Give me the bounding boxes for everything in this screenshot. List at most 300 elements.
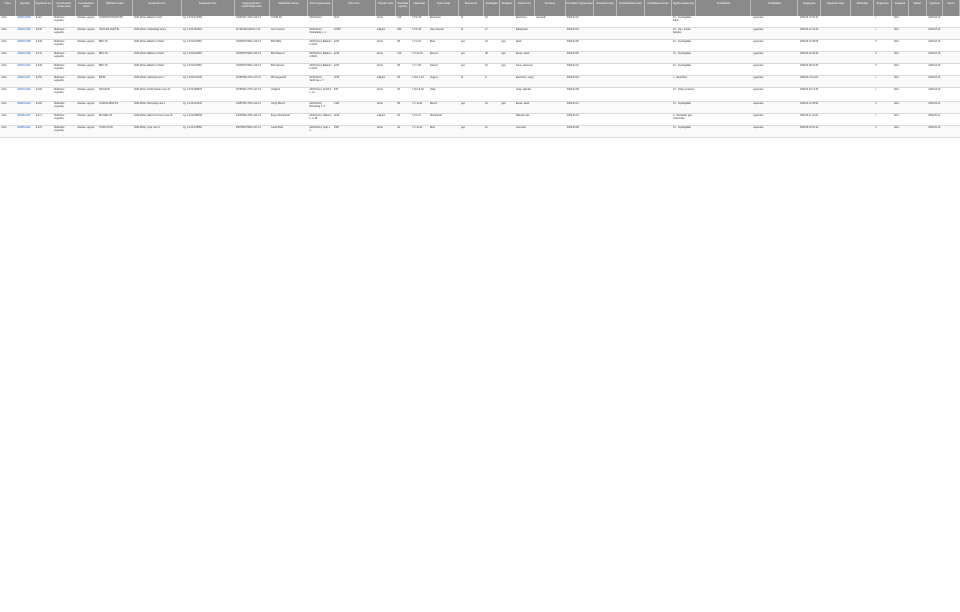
table-cell: 2009.05.11 xyxy=(928,114,941,117)
table-cell: 48 xyxy=(485,52,488,55)
table-cell: Élelmiszer xyxy=(515,16,527,19)
column-header[interactable]: Használat jogcíme xyxy=(396,0,410,16)
table-cell: Működési engedély xyxy=(54,126,65,132)
table-cell: Aktív xyxy=(893,126,899,129)
table-cell: igen xyxy=(460,64,466,67)
table-cell xyxy=(910,102,926,103)
table-cell: 2009.04.24 xyxy=(928,102,941,105)
table-cell: Cg. 13-06-071234 xyxy=(182,76,203,79)
column-header[interactable]: Ügyszám xyxy=(16,0,34,16)
table-cell: 2049 Diósd, Rákóczi F. u. 28. xyxy=(309,114,332,120)
table-cell xyxy=(822,52,851,53)
table-cell: Üzlet xyxy=(1,126,7,129)
table-cell: BRU Kft. xyxy=(99,52,109,55)
table-cell: Cg. 13-09-123456 xyxy=(182,16,203,19)
table-cell[interactable]: 2009/4.0120 xyxy=(17,88,31,91)
table-cell: Üzletben végzett xyxy=(76,64,95,67)
table-cell xyxy=(698,126,751,127)
table-cell: Bisztró xyxy=(429,102,438,105)
table-cell: KONDIPONTEXPORT xyxy=(99,16,124,19)
table-row[interactable] xyxy=(0,76,960,88)
table-cell: 1123 xyxy=(333,16,340,19)
table-cell: Üzlet xyxy=(1,64,7,67)
table-cell: 2049 Diósd xyxy=(309,16,322,19)
table-cell xyxy=(822,64,851,65)
table-cell xyxy=(910,16,926,17)
table-cell: Élelmiszer, vegyi xyxy=(515,76,534,79)
table-cell xyxy=(618,64,645,65)
table-cell[interactable]: 2009/3.0108 xyxy=(17,52,31,55)
table-cell: Működési engedély xyxy=(54,88,65,94)
table-cell: 2009.05.11 16:20 xyxy=(799,114,819,117)
table-cell xyxy=(853,52,873,53)
table-cell[interactable]: 2009/4.0124 xyxy=(17,102,31,105)
column-header[interactable]: Üzlet megnevezése xyxy=(308,0,333,16)
table-cell: 2009.05.04 xyxy=(566,114,579,117)
column-header[interactable]: Működési terület xyxy=(98,0,133,16)
table-cell: Üzletben végzett xyxy=(76,126,95,129)
table-cell xyxy=(536,88,565,89)
table-cell: 12345678-5610-113-13 xyxy=(235,40,261,43)
table-cell xyxy=(910,114,926,115)
table-cell: Cg. 13-06-078654 xyxy=(182,126,203,129)
table-cell: 2009.03.16 09:12 xyxy=(799,52,819,55)
table-cell: 14567892-4791-113-13 xyxy=(235,114,261,117)
table-cell: 1567 xyxy=(333,126,340,129)
table-cell: 13425167-4719-113-13 xyxy=(235,16,261,19)
table-cell xyxy=(853,102,873,103)
table-cell xyxy=(536,114,565,115)
table-cell: 2009.04.24 08:50 xyxy=(799,102,819,105)
table-cell[interactable]: 2009/5.0127 xyxy=(17,114,31,117)
table-cell xyxy=(853,28,873,29)
table-cell: Élelmiszer xyxy=(429,16,441,19)
table-cell: E.149 xyxy=(35,64,42,67)
table-cell xyxy=(822,40,851,41)
table-cell: bejelentés xyxy=(752,102,764,105)
table-cell xyxy=(595,16,615,17)
table-cell: TÜRK-KO Bt. xyxy=(99,126,114,129)
table-cell: H-V 10-23 xyxy=(411,52,423,55)
table-cell: 2009.03.16 xyxy=(928,52,941,55)
table-cell: Kebab Büfé xyxy=(270,126,284,129)
table-cell[interactable]: 2009/3.0102 xyxy=(17,28,31,31)
table-cell xyxy=(501,126,513,127)
table-cell: igen xyxy=(501,52,506,55)
table-cell: I xyxy=(875,28,876,31)
table-cell: 65 xyxy=(397,40,400,43)
table-cell: 12345678-5610-113-13 xyxy=(235,64,261,67)
table-cell: Üzlet xyxy=(1,102,7,105)
table-cell: 2009.04.08 xyxy=(928,64,941,67)
table-row[interactable] xyxy=(0,40,960,52)
table-cell xyxy=(618,126,645,127)
column-header[interactable]: Kereskedő neve xyxy=(133,0,182,16)
table-cell: Webáruház xyxy=(429,114,443,117)
table-cell: 31 - Vendéglátás xyxy=(673,102,691,105)
table-cell xyxy=(822,28,851,29)
table-cell: Kert Centrum xyxy=(270,28,285,31)
table-cell: 2049 Diósd, Gyár utca 4. xyxy=(133,126,161,129)
table-cell: 1876 xyxy=(333,76,340,79)
table-cell: Üzletben végzett xyxy=(76,76,95,79)
table-cell: 2009.03.04 xyxy=(566,28,579,31)
table-cell: 2049 Diósd, Petőfi Sándor utca 12. xyxy=(133,88,171,91)
table-cell: KONDI Kft. xyxy=(270,16,283,19)
table-row[interactable] xyxy=(0,88,960,102)
table-cell xyxy=(646,28,671,29)
column-header[interactable]: Befogadó xyxy=(500,0,514,16)
table-cell: igen xyxy=(501,102,506,105)
table-cell: Üzletben végzett xyxy=(76,102,95,105)
table-cell xyxy=(646,52,671,53)
table-cell xyxy=(853,88,873,89)
table-cell: Cg. 13-09-104567 xyxy=(182,64,203,67)
table-cell: igen xyxy=(460,126,466,129)
table-cell: Aktív xyxy=(893,52,899,55)
table-cell: 2231 xyxy=(333,64,340,67)
table-cell: BRU Büfé xyxy=(270,40,282,43)
table-cell: 31 - Vendéglátás xyxy=(673,126,691,129)
column-header[interactable]: Jövedéki termék xyxy=(594,0,616,16)
table-cell: bejelentés xyxy=(752,64,764,67)
table-cell: II xyxy=(875,64,877,67)
table-cell: 2009.05.18 10:10 xyxy=(799,126,819,129)
table-cell xyxy=(536,40,565,41)
column-header[interactable]: Nyitva tartás xyxy=(429,0,460,16)
table-cell: 11735148-0119-117-13 xyxy=(235,28,261,31)
table-row[interactable] xyxy=(0,102,960,114)
table-cell: Ételek, italok xyxy=(515,102,530,105)
table-cell: Működési engedély xyxy=(54,28,65,34)
table-cell: 2009.03.06 xyxy=(566,52,579,55)
table-cell: BRU Étterem xyxy=(270,52,285,55)
table-cell[interactable]: 2009/5.0131 xyxy=(17,126,31,129)
table-cell xyxy=(910,88,926,89)
table-cell: tulajdon xyxy=(376,114,386,117)
table-cell: 45 xyxy=(397,64,400,67)
table-cell: 2049 Diósd, Szabadság utca 1. xyxy=(133,28,167,31)
table-cell: 2049 Diósd, Balatoni út 62/A. xyxy=(309,40,332,46)
table-cell: Ételek, italok xyxy=(515,52,530,55)
column-header[interactable]: Ügyintéző xyxy=(927,0,943,16)
table-cell: 25678913-5610-117-13 xyxy=(235,126,261,129)
table-cell: Cg. 13-09-098765 xyxy=(182,114,203,117)
table-body xyxy=(0,16,960,138)
table-row[interactable] xyxy=(0,52,960,64)
table-cell: bérlet xyxy=(376,40,383,43)
table-cell: Üzlet xyxy=(1,40,7,43)
column-header[interactable]: Típus xyxy=(0,0,16,16)
table-cell: 2009.04.03 xyxy=(566,76,579,79)
table-cell xyxy=(501,114,513,115)
table-cell: bejelentés xyxy=(752,16,764,19)
table-cell xyxy=(646,16,671,17)
table-cell: Blogel Webáruház xyxy=(270,114,291,117)
table-cell: 2009.03.12 14:20 xyxy=(799,28,819,31)
table-cell: 1 - Élelmiszer xyxy=(673,76,688,79)
table-cell: 23456781-4719-113-13 xyxy=(235,102,261,105)
table-cell: 31 - Vendéglátás xyxy=(673,52,691,55)
column-header[interactable]: Vendéglátó xyxy=(484,0,500,16)
table-cell: I xyxy=(875,88,876,91)
column-header[interactable]: Egyéb tevékenység xyxy=(672,0,697,16)
table-cell: H-V 6-22 xyxy=(411,40,422,43)
column-header[interactable]: Dátum xyxy=(943,0,959,16)
table-cell xyxy=(822,76,851,77)
table-cell: H-V 7-20 xyxy=(411,64,422,67)
column-header[interactable]: Termékek xyxy=(535,0,566,16)
table-cell: RB Bt. xyxy=(99,76,106,79)
table-cell: fél xyxy=(460,28,464,31)
table-cell: Működési engedély xyxy=(54,64,65,70)
table-cell: fél xyxy=(460,76,464,79)
table-cell xyxy=(595,28,615,29)
table-cell[interactable]: 2009/4.0113 xyxy=(17,64,31,67)
column-header[interactable]: Módosítás xyxy=(851,0,873,16)
table-cell: 18765432-4776-117-13 xyxy=(235,88,261,91)
table-cell: Üzletben végzett xyxy=(76,16,95,19)
table-cell: Vas-műszaki xyxy=(429,28,444,31)
column-header[interactable]: Elnevezése xyxy=(459,0,484,16)
table-cell: 2049 Diósd, Petőfi S. u. 12. xyxy=(309,88,332,94)
column-header[interactable]: Kategória xyxy=(892,0,908,16)
table-cell[interactable]: 2009/4.0117 xyxy=(17,76,31,79)
table-cell: 2231 xyxy=(333,52,340,55)
table-cell xyxy=(822,114,851,115)
column-header[interactable]: Szolgáltatás xyxy=(751,0,798,16)
table-cell: 32 xyxy=(485,102,488,105)
table-cell: Cg. 13-06-059876 xyxy=(182,88,203,91)
table-cell: Üzletben végzett xyxy=(76,40,95,43)
column-header[interactable]: Megszűnés xyxy=(874,0,892,16)
table-cell xyxy=(698,64,751,65)
table-cell: HAZA ÉS KERT Bt. xyxy=(99,28,120,31)
column-header[interactable]: Szeszes ital xyxy=(515,0,535,16)
table-cell: Működési engedély xyxy=(54,40,65,46)
table-cell xyxy=(595,64,615,65)
table-cell: 2009.03.02 xyxy=(566,16,579,19)
table-cell: 19 xyxy=(485,16,488,19)
table-cell: GÖRÖG-BISZ Kft. xyxy=(99,102,119,105)
table-cell xyxy=(910,126,926,127)
table-cell: H-P 8-18 xyxy=(411,28,422,31)
table-cell xyxy=(536,76,565,77)
table-cell: 2049 Diósd, Balatoni út 62/A. xyxy=(309,64,332,70)
table-cell: Büfé xyxy=(429,126,435,129)
table-cell xyxy=(595,76,615,77)
table-row[interactable] xyxy=(0,64,960,76)
table-cell xyxy=(595,114,615,115)
table-cell: Működési engedély xyxy=(54,52,65,58)
table-cell xyxy=(536,126,565,127)
table-cell: Cg. 13-09-104567 xyxy=(182,52,203,55)
table-cell xyxy=(536,64,565,65)
table-cell: Aktív xyxy=(893,102,899,105)
column-header[interactable]: Bejelentés ideje xyxy=(821,0,852,16)
table-cell: 2009.03.06 xyxy=(566,40,579,43)
column-header[interactable]: Ügyintézés sor xyxy=(35,0,53,16)
table-cell: 120 xyxy=(397,52,402,55)
table-cell: H-P 8-18 xyxy=(411,16,422,19)
table-cell xyxy=(853,40,873,41)
table-cell xyxy=(646,88,671,89)
table-cell xyxy=(618,28,645,29)
table-cell: bejelentés xyxy=(752,40,764,43)
table-cell: bérlet xyxy=(376,88,383,91)
table-row[interactable] xyxy=(0,28,960,40)
table-cell: 2049 Diósd, Búzavirág u. 3. xyxy=(309,102,326,108)
table-cell: 2009.03.16 xyxy=(928,40,941,43)
column-header[interactable]: Kereskedelem típusa xyxy=(76,0,98,16)
table-cell: E.160 xyxy=(35,88,42,91)
table-cell: 17 xyxy=(485,28,488,31)
table-cell: 15 - Vas-, festék, barkács xyxy=(673,28,691,34)
table-cell: E.136 xyxy=(35,28,42,31)
table-cell: bejelentés xyxy=(752,114,764,117)
table-cell xyxy=(501,28,513,29)
table-cell xyxy=(822,126,851,127)
table-cell: Italok xyxy=(515,40,522,43)
table-cell xyxy=(822,16,851,17)
table-cell xyxy=(618,88,645,89)
table-cell: bérlet xyxy=(376,16,383,19)
table-cell: Működési engedély xyxy=(54,16,65,22)
table-cell xyxy=(501,16,513,17)
table-cell xyxy=(536,52,565,53)
table-cell: Kávézó xyxy=(429,64,438,67)
table-cell: H-Szo 8-18 xyxy=(411,88,424,91)
table-cell xyxy=(646,76,671,77)
table-cell: 40 xyxy=(397,126,400,129)
table-cell: 2009.04.14 xyxy=(566,102,579,105)
table-cell: II xyxy=(875,52,877,55)
table-cell xyxy=(698,88,751,89)
table-row[interactable] xyxy=(0,16,960,28)
table-cell: bejelentés xyxy=(752,28,764,31)
table-cell xyxy=(698,102,751,103)
column-header[interactable]: Kereskedő címe xyxy=(182,0,235,16)
table-cell: Üzlet xyxy=(1,88,7,91)
table-cell: bérlet xyxy=(376,52,383,55)
table-cell xyxy=(646,102,671,103)
table-cell: 2049 Diósd, Balatoni út 18. xyxy=(133,16,163,19)
table-row[interactable] xyxy=(0,114,960,126)
table-cell: Aktív xyxy=(893,64,899,67)
table-cell: 21456789-4711-117-13 xyxy=(235,76,261,79)
table-cell: 27 - Virág, kertészet xyxy=(673,88,695,91)
column-header[interactable]: Statisztikai számjel xyxy=(270,0,309,16)
table-cell: Aktív xyxy=(893,40,899,43)
column-header[interactable]: Termékkörök xyxy=(696,0,751,16)
table-cell xyxy=(853,76,873,77)
table-cell: Üzlet xyxy=(1,52,7,55)
table-cell xyxy=(910,40,926,41)
table-cell: 12 xyxy=(485,126,488,129)
column-header[interactable]: Termékkör megnevezése xyxy=(566,0,595,16)
table-cell: 140 xyxy=(397,16,402,19)
column-header[interactable]: Státusz xyxy=(909,0,927,16)
table-cell: II xyxy=(875,40,877,43)
table-cell: 95 xyxy=(397,102,400,105)
table-cell xyxy=(595,52,615,53)
column-header[interactable]: Alapterület xyxy=(410,0,428,16)
table-cell xyxy=(595,102,615,103)
table-cell: E.140 xyxy=(35,40,42,43)
column-header[interactable]: Cégjegyzékszám / nyilvántartási szám xyxy=(235,0,270,16)
table-cell: Műszaki cikk xyxy=(515,114,530,117)
table-cell: bérlet xyxy=(376,102,383,105)
table-cell: Virág, ajándék xyxy=(515,88,531,91)
column-header[interactable]: Megjegyzés xyxy=(798,0,820,16)
table-cell: 2049 Diósd, Vadrózsa u. 7. xyxy=(309,76,325,82)
table-cell: II xyxy=(875,126,877,129)
table-cell: tulajdon xyxy=(376,76,386,79)
column-header[interactable]: Helyrajzi szám xyxy=(376,0,396,16)
table-cell: E.171 xyxy=(35,114,42,117)
table-cell: 2009.04.14 11:02 xyxy=(799,76,819,79)
table-cell: Üzlet xyxy=(1,16,7,19)
table-cell xyxy=(461,114,484,115)
table-cell: 2009.03.10 xyxy=(928,16,941,19)
table-cell: 2009.04.09 xyxy=(566,88,579,91)
table-cell: Étterem xyxy=(429,52,439,55)
table-cell: Barkácsárú xyxy=(515,28,528,31)
header-row xyxy=(0,0,960,16)
column-header[interactable]: Üzletköteles termék xyxy=(645,0,672,16)
table-cell xyxy=(618,76,645,77)
table-cell: 1402 xyxy=(333,102,340,105)
table-cell xyxy=(698,16,751,17)
table-cell: igen xyxy=(460,102,466,105)
table-cell xyxy=(485,88,499,89)
table-cell: 2009.04.20 13:45 xyxy=(799,88,819,91)
column-header[interactable]: Üzlet címe xyxy=(333,0,376,16)
table-cell: Üzletben végzett xyxy=(76,28,95,31)
table-cell: I xyxy=(875,16,876,19)
table-cell: 945 xyxy=(333,88,338,91)
table-cell: Üzletben végzett xyxy=(76,88,95,91)
table-cell: Cg. 13-09-104567 xyxy=(182,40,203,43)
table-cell xyxy=(853,64,873,65)
table-cell[interactable]: 2009/3.0099 xyxy=(17,16,31,19)
table-cell xyxy=(698,40,751,41)
table-cell xyxy=(618,16,645,17)
column-header[interactable]: Kereskedelmi tevékenység xyxy=(53,0,75,16)
table-cell xyxy=(595,126,615,127)
table-cell: H-Szo 7-19 xyxy=(411,76,424,79)
table-cell xyxy=(501,76,513,77)
table-cell xyxy=(618,114,645,115)
table-cell: BRU Kft. xyxy=(99,64,109,67)
table-cell: Üzletben végzett xyxy=(76,52,95,55)
table-cell xyxy=(536,102,565,103)
table-cell: Jövedéki xyxy=(536,16,546,19)
table-cell: Cg. 13-06-064521 xyxy=(182,28,203,31)
table-cell[interactable]: 2009/3.0105 xyxy=(17,40,31,43)
table-cell: 2010 xyxy=(333,114,340,117)
table-cell: 2009.03.16 09:05 xyxy=(799,40,819,43)
table-cell: 31 - Vendéglátás xyxy=(673,64,691,67)
table-cell: 12345678-5610-113-13 xyxy=(235,52,261,55)
column-header[interactable]: Nyilvántartásba vétel xyxy=(617,0,646,16)
table-cell: bérlet xyxy=(376,126,383,129)
table-cell: bejelentés xyxy=(752,126,764,129)
table-cell: igen xyxy=(460,52,466,55)
table-cell: tulajdon xyxy=(376,28,386,31)
table-row[interactable] xyxy=(0,126,960,138)
table-cell xyxy=(698,28,751,29)
